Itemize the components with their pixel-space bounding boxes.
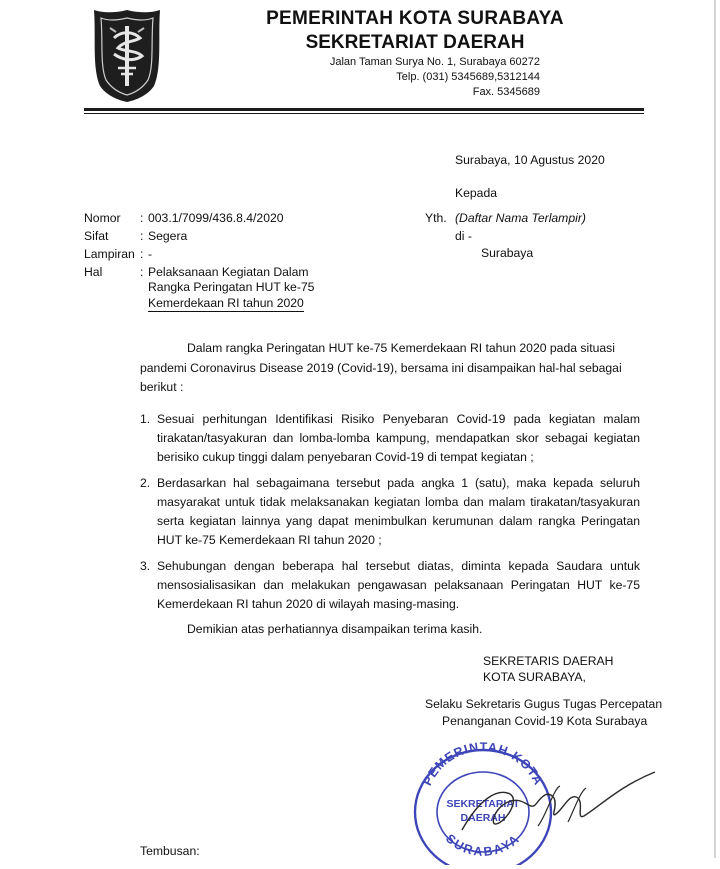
sifat-label: Sifat [84,229,109,243]
recipient-name: (Daftar Nama Terlampir) [455,211,586,225]
stamp-center-line: DAERAH [460,812,506,824]
hal-line: Kemerdekaan RI tahun 2020 [148,296,304,312]
nomor-value: 003.1/7099/436.8.4/2020 [148,211,284,225]
meta-lampiran: Lampiran : - [84,247,153,261]
address-line: Jalan Taman Surya No. 1, Surabaya 60272 [329,56,540,68]
hal-label: Hal [84,265,103,279]
letterhead-contact [300,55,540,100]
letterhead-rule-thick [84,108,644,111]
points-list [140,410,640,621]
stamp-center-line: SEKRETARIAT [446,798,520,810]
phone-line: Telp. (031) 5345689,5312144 [396,71,540,83]
signatory-role: Selaku Sekretaris Gugus Tugas Percepatan [425,697,663,711]
lampiran-value: - [148,247,153,261]
page-edge [714,0,716,858]
list-item: 1. Sesuai perhitungan Identifikasi Risiko Penyebaran Covid-19 pada kegiatan malam tirakatan/tasyakuran dan lomba-lomba kampung, mendapatkan skor sebagai kegiatan berisiko cukup tinggi dalam penyebaran Covid-19 di tempat kegiatan ; [140,412,640,464]
recipient-city: Surabaya [481,246,534,260]
intro-line: berikut : [140,380,184,394]
signatory-role: Penanganan Covid-19 Kota Surabaya [442,714,648,728]
org-name: PEMERINTAH KOTA SURABAYA [266,8,564,29]
letterhead-rule-thin [84,113,644,114]
tembusan-label: Tembusan: [140,844,200,858]
recipient-kepada: Kepada [455,186,498,200]
hal-line: Pelaksanaan Kegiatan Dalam [148,265,309,279]
signatory-city: KOTA SURABAYA, [483,670,586,684]
hal-subject [148,265,358,312]
stamp-ring-top: PEMERINTAH KOTA [420,740,546,788]
stamp-ring-bottom: SURABAYA [443,831,523,860]
hal-line: Rangka Peringatan HUT ke-75 [148,280,315,295]
department-name: SEKRETARIAT DAERAH [305,32,525,53]
handwritten-signature [450,768,665,848]
signatory-title: SEKRETARIS DAERAH [483,654,614,668]
list-item: 3. Sehubungan dengan beberapa hal tersebut diatas, diminta kepada Saudara untuk mensosialisasikan dan melakukan pengawasan pelaksanaan Peringatan HUT ke-75 Kemerdekaan RI tahun 2020 di wilayah masing-masing. [140,559,640,611]
recipient-yth-label: Yth. [425,211,447,225]
nomor-label: Nomor [84,211,121,225]
lampiran-label: Lampiran [84,247,135,261]
intro-line: Dalam rangka Peringatan HUT ke-75 Kemerdekaan RI tahun 2020 pada situasi [187,341,615,355]
meta-sifat: Sifat : Segera [84,229,188,243]
list-item: 2. Berdasarkan hal sebagaimana tersebut pada angka 1 (satu), maka kepada seluruh masyarakat untuk tidak melaksanakan kegiatan lomba dan malam tirakatan/tasyakuran serta kegiatan lainnya yang dapat menimbulkan kerumunan dalam rangka Peringatan HUT ke-75 Kemerdekaan RI tahun 2020 ; [140,476,640,547]
closing-sentence: Demikian atas perhatiannya disampaikan terima kasih. [187,622,483,636]
letter-date: Surabaya, 10 Agustus 2020 [455,153,605,167]
fax-line: Fax. 5345689 [472,86,540,98]
intro-line: pandemi Coronavirus Disease 2019 (Covid-19), bersama ini disampaikan hal-hal sebagai [140,361,622,375]
city-emblem-logo [92,8,162,103]
meta-nomor: Nomor : 003.1/7099/436.8.4/2020 [84,211,284,225]
meta-hal: Hal : [84,265,144,279]
recipient-di: di - [455,229,472,243]
sifat-value: Segera [148,229,188,243]
